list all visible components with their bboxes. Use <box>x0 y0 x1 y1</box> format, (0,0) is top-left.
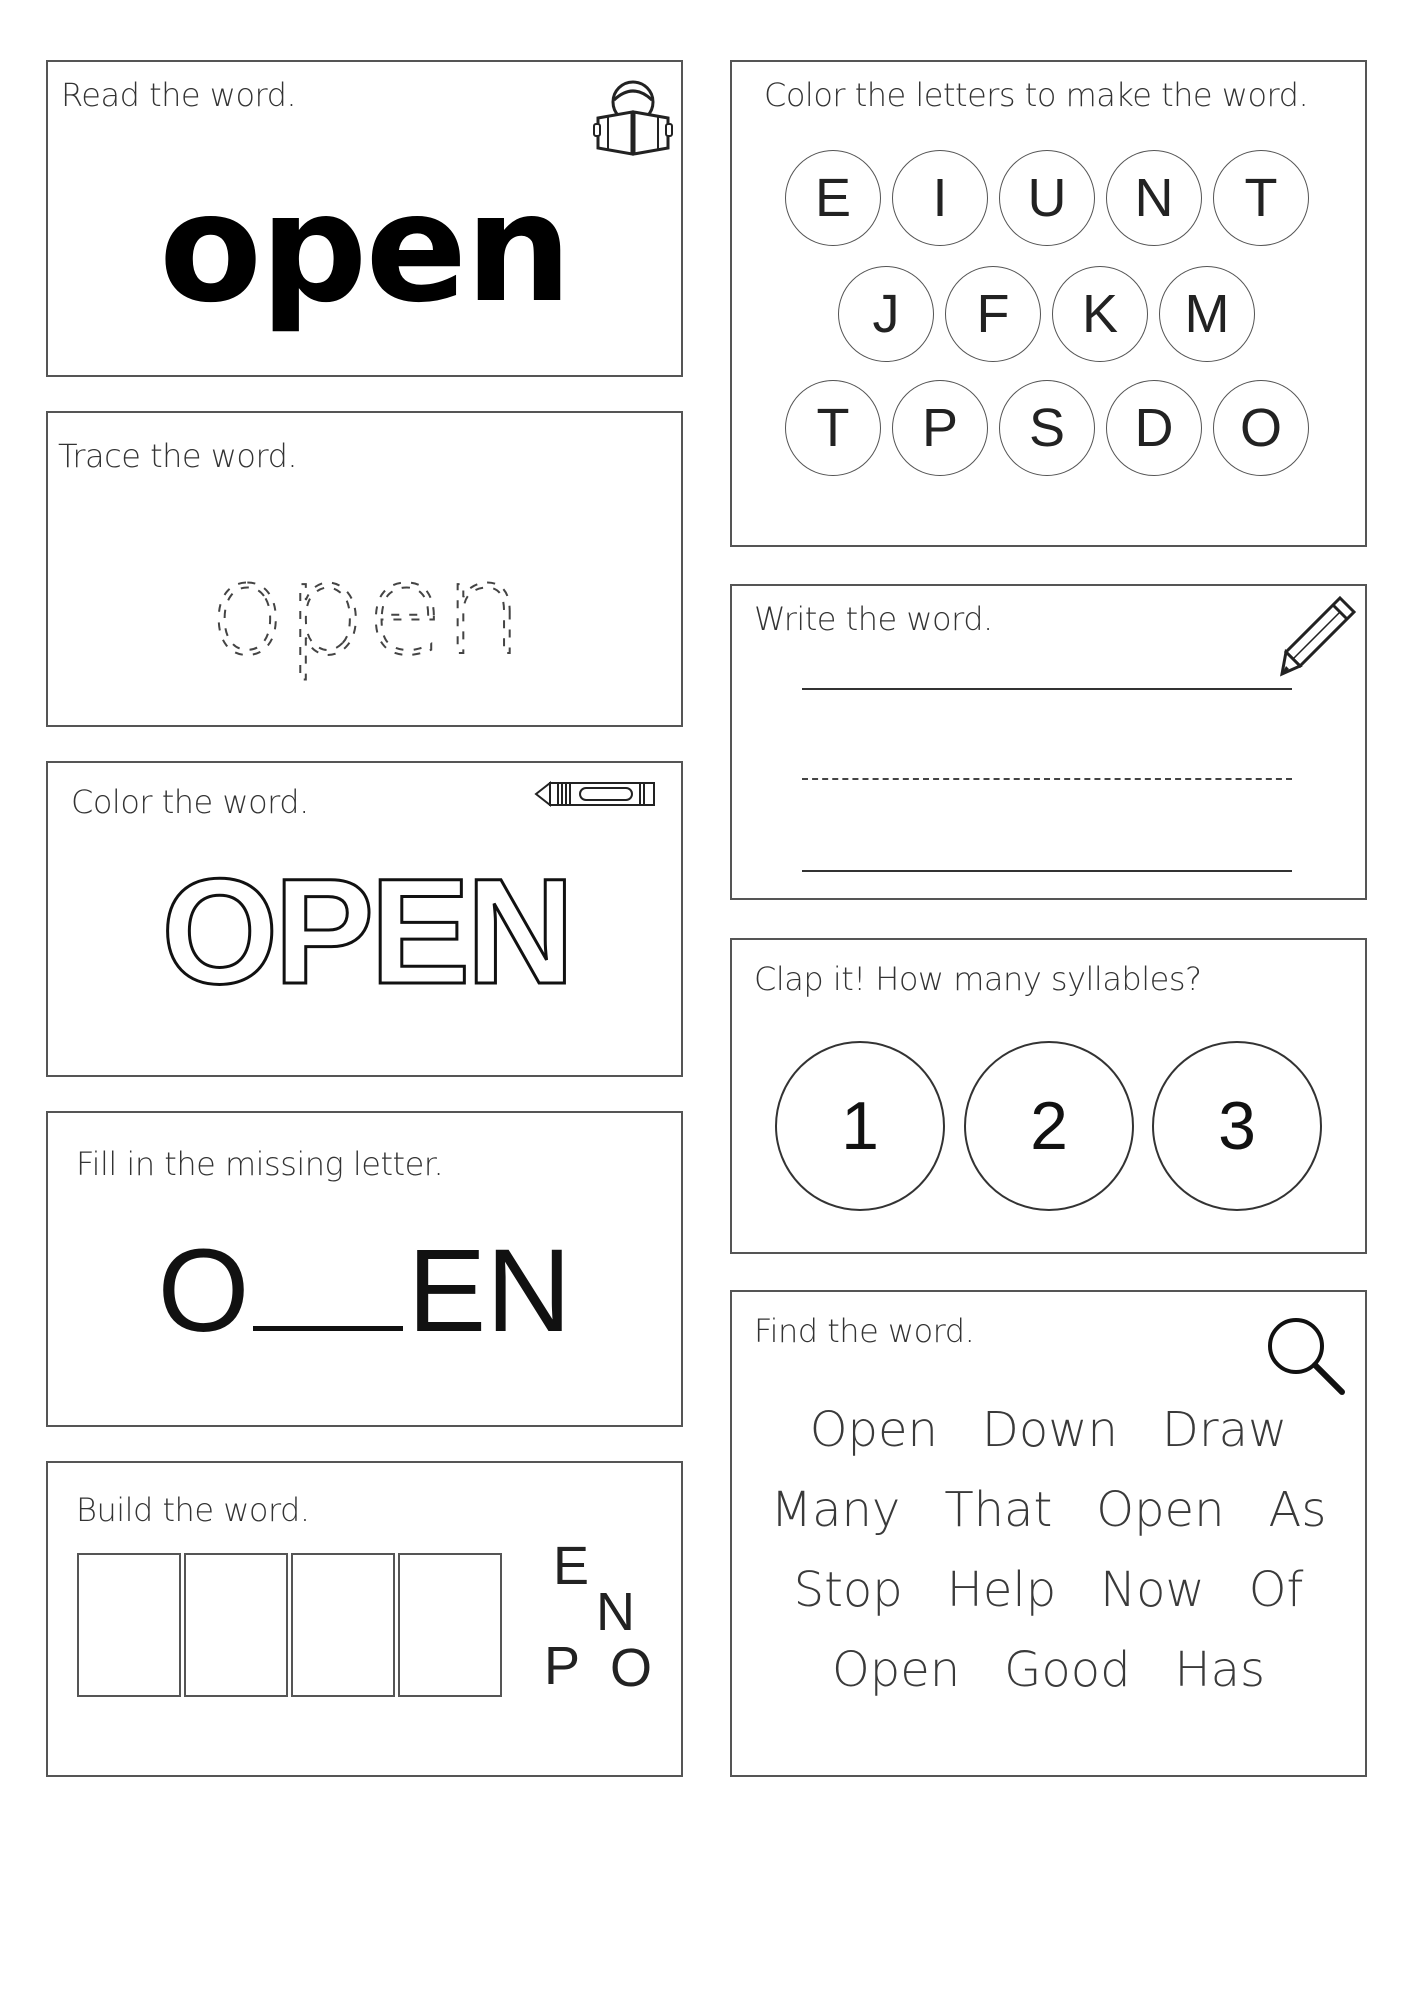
write-top-line[interactable] <box>802 688 1292 690</box>
letter-bubble[interactable]: E <box>785 150 881 246</box>
letter-bubble[interactable]: I <box>892 150 988 246</box>
letter-bubble[interactable]: J <box>838 266 934 362</box>
write-mid-line[interactable] <box>802 778 1292 780</box>
find-word[interactable]: Open <box>831 1642 961 1698</box>
find-row-4 <box>732 1642 1365 1698</box>
find-row-2 <box>732 1482 1365 1538</box>
read-card-title: Read the word. <box>61 76 297 114</box>
syllable-option-1[interactable]: 1 <box>775 1041 945 1211</box>
find-the-word-card <box>730 1290 1367 1777</box>
reading-child-icon <box>592 76 674 158</box>
pencil-icon <box>1278 594 1358 678</box>
magnifying-glass-icon <box>1262 1312 1348 1398</box>
letter-bubble[interactable]: T <box>785 380 881 476</box>
find-word[interactable]: Stop <box>793 1562 903 1618</box>
color-letters-card <box>730 60 1367 547</box>
build-letter-e[interactable]: E <box>553 1536 590 1596</box>
missing-letter-before: O <box>157 1225 250 1357</box>
find-word[interactable]: Down <box>981 1402 1118 1458</box>
write-the-word-card <box>730 584 1367 900</box>
build-letter-n[interactable]: N <box>596 1582 635 1642</box>
find-word[interactable]: Open <box>809 1402 938 1458</box>
find-word[interactable]: Has <box>1174 1642 1266 1698</box>
find-row-1 <box>732 1402 1365 1458</box>
trace-card-title: Trace the word. <box>58 437 298 475</box>
read-the-word-card <box>46 60 683 377</box>
letter-bubble[interactable]: F <box>945 266 1041 362</box>
build-box-3[interactable] <box>291 1553 395 1697</box>
build-card-title: Build the word. <box>76 1491 310 1529</box>
trace-word-dashed[interactable] <box>48 553 685 713</box>
build-letter-p[interactable]: P <box>544 1636 581 1696</box>
write-card-title: Write the word. <box>754 600 993 638</box>
read-word-display: open <box>159 162 570 336</box>
build-the-word-card <box>46 1461 683 1777</box>
syllable-option-3[interactable]: 3 <box>1152 1041 1322 1211</box>
clap-syllables-card <box>730 938 1367 1254</box>
find-row-3 <box>732 1562 1365 1618</box>
clap-card-title: Clap it! How many syllables? <box>754 960 1202 998</box>
letter-bubble[interactable]: P <box>892 380 988 476</box>
trace-the-word-card <box>46 411 683 727</box>
color-the-word-card <box>46 761 683 1077</box>
color-card-title: Color the word. <box>71 783 309 821</box>
missing-letter-card <box>46 1111 683 1427</box>
write-base-line[interactable] <box>802 870 1292 872</box>
letters-card-title: Color the letters to make the word. <box>764 76 1309 114</box>
build-letter-o[interactable]: O <box>610 1638 653 1698</box>
letter-bubble[interactable]: O <box>1213 380 1309 476</box>
find-word[interactable]: That <box>944 1482 1053 1538</box>
letter-bubble[interactable]: D <box>1106 380 1202 476</box>
find-word[interactable]: Open <box>1096 1482 1225 1538</box>
letter-bubble[interactable]: K <box>1052 266 1148 362</box>
missing-letter-after: EN <box>407 1225 572 1357</box>
find-card-title: Find the word. <box>754 1312 975 1350</box>
letter-bubble[interactable]: N <box>1106 150 1202 246</box>
build-box-2[interactable] <box>184 1553 288 1697</box>
missing-letter-word <box>48 1225 681 1357</box>
find-word[interactable]: Many <box>770 1482 901 1538</box>
letter-bubble[interactable]: M <box>1159 266 1255 362</box>
letter-bubble[interactable]: T <box>1213 150 1309 246</box>
color-word-text: OPEN <box>161 847 571 1003</box>
find-word[interactable]: Draw <box>1161 1402 1288 1458</box>
find-word[interactable]: Good <box>1004 1642 1131 1698</box>
color-word-outline[interactable] <box>48 843 685 1003</box>
find-word[interactable]: Help <box>946 1562 1057 1618</box>
syllable-option-2[interactable]: 2 <box>964 1041 1134 1211</box>
crayon-icon <box>534 779 662 809</box>
build-box-4[interactable] <box>398 1553 502 1697</box>
find-word[interactable]: As <box>1268 1482 1327 1538</box>
find-word[interactable]: Of <box>1248 1562 1304 1618</box>
missing-letter-blank[interactable] <box>253 1231 403 1331</box>
find-word[interactable]: Now <box>1100 1562 1205 1618</box>
trace-word-text: open <box>208 553 524 683</box>
build-box-1[interactable] <box>77 1553 181 1697</box>
missing-card-title: Fill in the missing letter. <box>76 1145 444 1183</box>
letter-bubble[interactable]: S <box>999 380 1095 476</box>
letter-bubble[interactable]: U <box>999 150 1095 246</box>
